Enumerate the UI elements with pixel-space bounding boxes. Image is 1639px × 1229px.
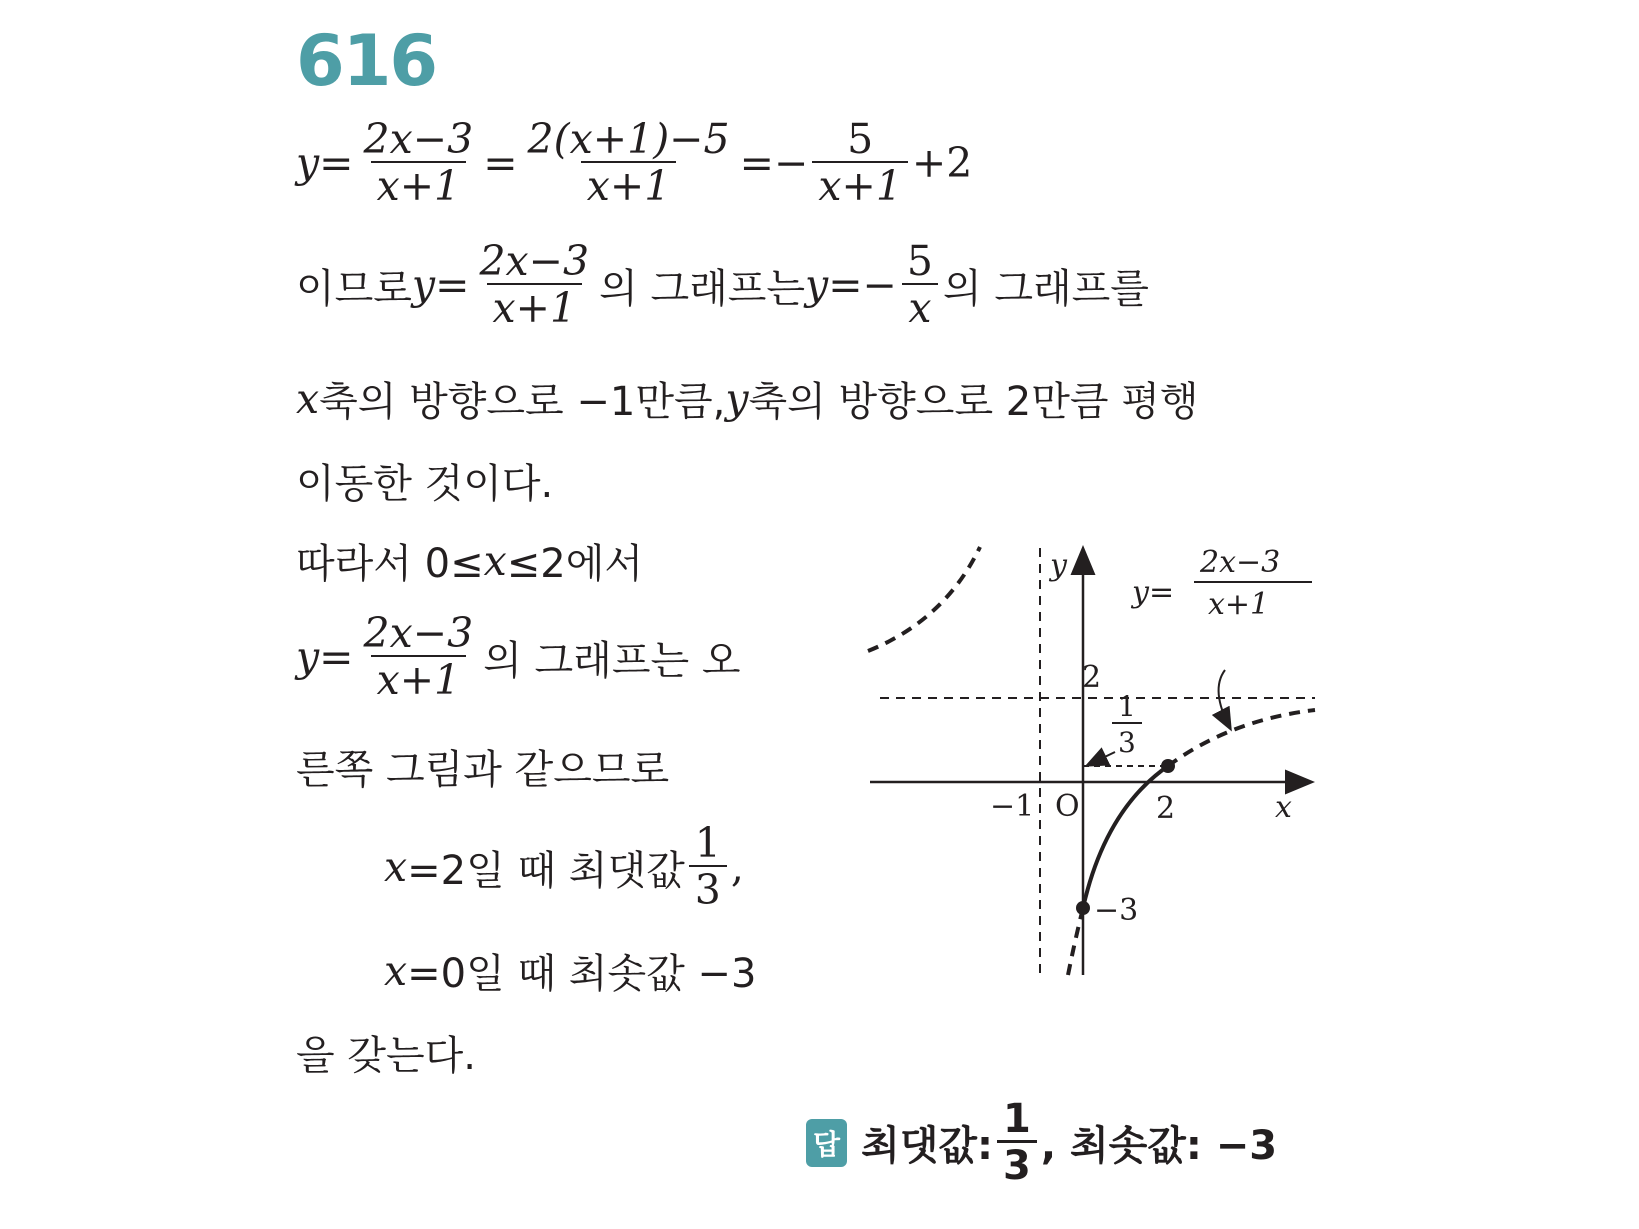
x-axis-label: x <box>1275 790 1292 825</box>
equation-line <box>296 115 973 211</box>
fraction-1 <box>358 115 480 211</box>
line6-fraction <box>358 609 480 705</box>
line2-y: y= <box>411 261 470 310</box>
one-third-den: 3 <box>1118 726 1136 759</box>
fraction-3 <box>812 115 908 211</box>
line2-fraction-2-den: x <box>902 283 937 330</box>
answer-fraction-den: 3 <box>997 1140 1037 1187</box>
one-third-num: 1 <box>1118 690 1136 723</box>
line2-fraction <box>473 237 595 333</box>
answer-a: 최댓값: <box>861 1123 993 1169</box>
line2-fraction-2 <box>901 237 939 333</box>
answer-badge: 답 <box>806 1119 847 1167</box>
text-line-2 <box>296 237 1149 333</box>
line3-a: 축의 방향으로 −1만큼, <box>319 379 726 425</box>
line6-fraction-den: x+1 <box>371 655 467 702</box>
fraction-3-den: x+1 <box>812 161 908 208</box>
text-line-8 <box>384 819 744 915</box>
right-branch-dashed-lower <box>1068 908 1083 975</box>
eq-sign-2: = <box>483 139 518 188</box>
fraction-2-num: 2(x+1)−5 <box>527 115 730 163</box>
func-label-den: x+1 <box>1208 587 1270 622</box>
text-line-10: 을 갖는다. <box>296 1033 476 1079</box>
text-line-4: 이동한 것이다. <box>296 461 554 507</box>
line6-y: y= <box>296 633 354 682</box>
line3-b: 축의 방향으로 2만큼 평행 <box>748 379 1199 425</box>
x-tick-2: 2 <box>1156 791 1176 826</box>
eq-tail: +2 <box>911 139 973 188</box>
eq-sign-3: =− <box>739 139 809 188</box>
answer-fraction-num: 1 <box>1002 1096 1031 1142</box>
line8-fraction-den: 3 <box>689 865 727 912</box>
line9-a: =0일 때 최솟값 −3 <box>407 951 757 997</box>
line3-x: x <box>296 374 320 423</box>
line2-y2: y=− <box>805 261 897 310</box>
y-axis-label: y <box>1050 548 1067 583</box>
line2-pre: 이므로 <box>296 265 412 312</box>
line2-fraction-2-num: 5 <box>906 237 933 285</box>
line2-mid: 의 그래프는 <box>599 265 806 312</box>
fraction-3-num: 5 <box>847 115 874 163</box>
text-line-3 <box>296 370 1199 427</box>
answer-fraction <box>997 1098 1037 1187</box>
line5-b: ≤2에서 <box>506 541 643 587</box>
line6-post: 의 그래프는 오 <box>483 637 741 684</box>
eq-sign: = <box>319 139 354 188</box>
line8-post: , <box>730 843 744 892</box>
line9-x: x <box>384 946 408 995</box>
line5-x: x <box>483 536 507 585</box>
line8-a: =2일 때 최댓값 <box>407 847 685 894</box>
origin-label: O <box>1055 789 1080 824</box>
line8-fraction-num: 1 <box>694 819 721 867</box>
text-line-7: 른쪽 그림과 같으므로 <box>296 747 670 793</box>
line6-fraction-num: 2x−3 <box>363 609 474 657</box>
line2-fraction-den: x+1 <box>487 283 583 330</box>
eq-y: y <box>296 139 320 188</box>
y-tick-neg3: −3 <box>1094 893 1139 928</box>
fraction-1-den: x+1 <box>371 161 467 208</box>
line8-fraction <box>689 819 727 915</box>
x-tick-neg1: −1 <box>990 789 1035 824</box>
text-line-5 <box>296 532 643 589</box>
max-point <box>1161 759 1175 773</box>
line2-post: 의 그래프를 <box>943 265 1149 312</box>
left-branch-dashed <box>868 547 980 651</box>
answer <box>806 1098 1277 1187</box>
one-third-pointer <box>1088 752 1115 765</box>
line2-fraction-num: 2x−3 <box>479 237 590 285</box>
function-graph <box>850 530 1320 990</box>
answer-b: , 최솟값: −3 <box>1040 1123 1278 1169</box>
fraction-1-num: 2x−3 <box>363 115 474 163</box>
func-label-y: y= <box>1132 575 1175 610</box>
func-label-num: 2x−3 <box>1200 545 1281 580</box>
right-branch-dashed-upper <box>1168 710 1315 766</box>
min-point <box>1076 901 1090 915</box>
text-line-9 <box>384 942 756 999</box>
right-branch-solid <box>1083 766 1168 908</box>
line3-y: y <box>725 374 749 423</box>
line5-a: 따라서 0≤ <box>296 541 484 587</box>
text-line-6 <box>296 609 741 705</box>
problem-number: 616 <box>296 20 437 102</box>
line8-x: x <box>384 843 408 892</box>
fraction-2-den: x+1 <box>581 161 677 208</box>
fraction-2 <box>522 115 736 211</box>
y-tick-2: 2 <box>1082 660 1102 695</box>
